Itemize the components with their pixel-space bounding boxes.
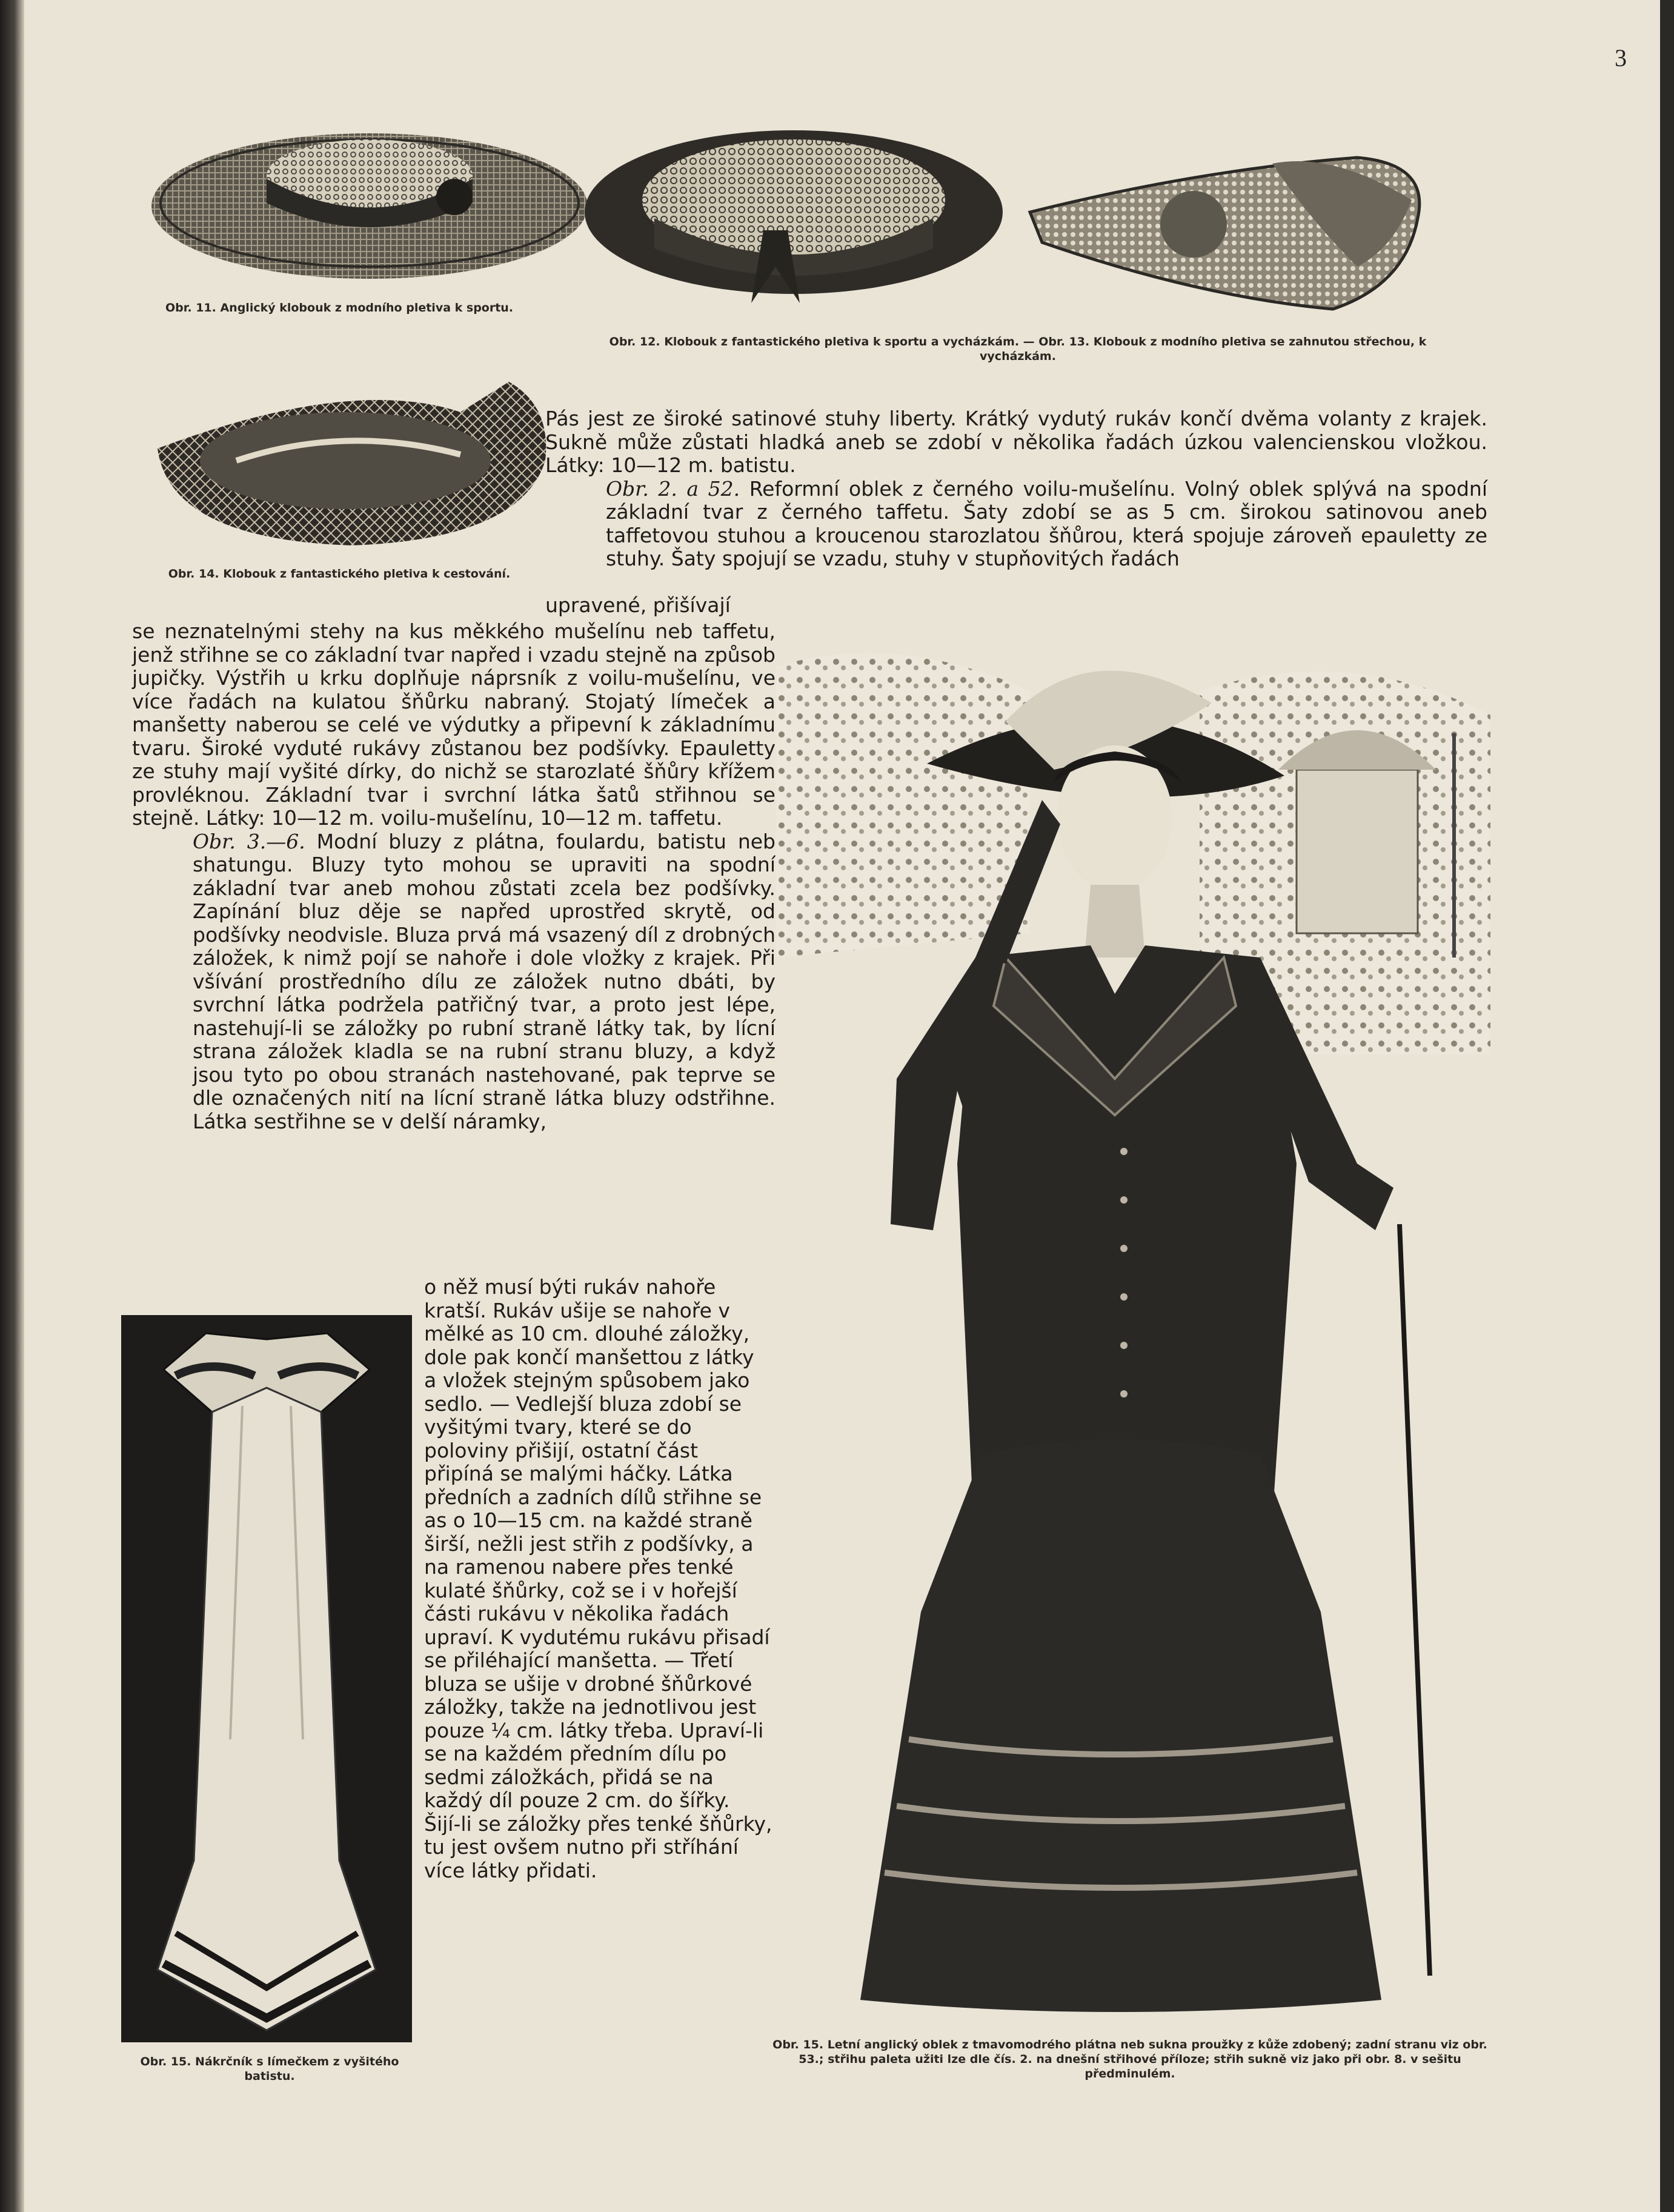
woman-suit-fig15-illustration [776,618,1490,2024]
obr3-text: Modní bluzy z plátna, foulardu, batistu neb shatungu. Bluzy tyto mohou se upraviti na spodní základní tvar aneb mohou zůstati zcela bez podšívky. Zapínání bluz děje se napřed uprostřed skrytě, od podšívky neodvisle. Bluza prvá má vsazený díl z drobných záložek, k nimž pojí se nahoře i dole vložky z krajek. Při všívání prostředního dílu ze záložek nutno dbáti, by svrchní látka podržela patřičný tvar, a proto jest lépe, nastehují-li se záložky po rubní straně látky tak, by lícní strana záložek kladla se na rubní stranu bluzy, a když jsou tyto po obou stranách nastehované, pak teprve se dle označených nití na lícní straně látka bluzy odstřihne. Látka sestřihne se v delší náramky, [193,829,776,1133]
hat-fig12-illustration [582,127,1006,309]
paragraph-obr3 [132,830,776,1134]
left-text-block [132,620,776,1133]
obr2-label: Obr. 2. a 52. [606,476,740,501]
caption-fig11: Obr. 11. Anglický klobouk z modního pletiva k sportu. [165,301,514,315]
top-text-block [545,407,1487,571]
narrow-text-block: o něž musí býti rukáv nahoře kratší. Rukáv ušije se nahoře v mělké as 10 cm. dlouhé záložky, dole pak končí manšettou z látky a vložek stejným spůsobem jako sedlo. — Vedlejší bluza zdobí se vyšitými tvary, které se do poloviny přišijí, ostatní část připíná se malými háčky. Látka předních a zadních dílů střihne se as o 10—15 cm. na každé straně širší, nežli jest střih z podšívky, a na ramenou nabere přes tenké kulaté šňůrky, což se i v hořejší části rukávu v několika řadách upraví. K vydutému rukávu přisadí se přiléhající manšetta. — Třetí bluza se ušije v drobné šňůrkové záložky, takže na jednotlivou jest pouze ¼ cm. látky třeba. Upraví-li se na každém předním dílu po sedmi záložkách, přidá se na každý díl pouze 2 cm. do šířky. Šijí-li se záložky přes tenké šňůrky, tu jest ovšem nutno při stříhání více látky přidati. [424,1275,772,1882]
paragraph-obr2 [545,478,1487,571]
obr3-label: Obr. 3.—6. [193,829,305,853]
hat-fig13-illustration [1018,145,1436,321]
book-spine [0,0,24,2212]
hat-fig11-illustration [145,91,594,291]
magazine-page [24,0,1660,2212]
page-number: 3 [1615,44,1627,72]
caption-fig14: Obr. 14. Klobouk z fantastického pletiva k cestování. [168,567,511,581]
caption-fig12-13: Obr. 12. Klobouk z fantastického pletiva k sportu a vycházkám. — Obr. 13. Klobouk z modního pletiva se zahnutou střechou, k vycházkám. [609,335,1427,363]
hat-fig14-illustration [145,370,557,558]
obr2-text: Reformní oblek z černého voilu-mušelínu. Volný oblek splývá na spodní základní tvar z černého taffetu. Šaty zdobí se as 5 cm. širokou satinovou aneb taffetovou stuhou a kroucenou starozlatou šňůrou, která spojuje zároveň epauletty ze stuhy. Šaty spojují se vzadu, stuhy v stupňovitých řadách [606,476,1487,570]
paragraph-continuation: se neznatelnými stehy na kus měkkého mušelínu neb taffetu, jenž střihne se co základní tvar napřed i vzadu stejně na způsob jupičky. Výstřih u krku doplňuje náprsník z voilu-mušelínu, ve více řadách na kulatou šňůrku nabraný. Stojatý límeček a manšetty naberou se celé ve výdutky a připevní k základnímu tvaru. Široké vyduté rukávy zůstanou bez podšívky. Epauletty ze stuhy mají vyšité dírky, do nichž se starozlaté šňůry křížem provléknou. Základní tvar i svrchní látka šatů střihnou se stejně. Látky: 10—12 m. voilu-mušelínu, 10—12 m. taffetu. [132,619,776,830]
paragraph-pas: Pás jest ze široké satinové stuhy liberty. Krátký vydutý rukáv končí dvěma volanty z krajek. Sukně může zůstati hladká aneb se zdobí v několika řadách úzkou valencienskou vložkou. Látky: 10—12 m. batistu. [545,407,1487,477]
caption-fig15-suit: Obr. 15. Letní anglický oblek z tmavomodrého plátna neb sukna proužky z kůže zdobený; zadní stranu viz obr. 53.; střihu paleta užiti lze dle čís. 2. na dnešní střihové příloze; střih sukně viz jako při obr. 8. v sešitu předminulém. [772,2038,1487,2080]
continuation-line: upravené, přišívají [545,593,731,617]
caption-fig15-collar: Obr. 15. Nákrčník s límečkem z vyšitého batistu. [140,2055,399,2083]
collar-fig15-illustration [121,1315,412,2042]
